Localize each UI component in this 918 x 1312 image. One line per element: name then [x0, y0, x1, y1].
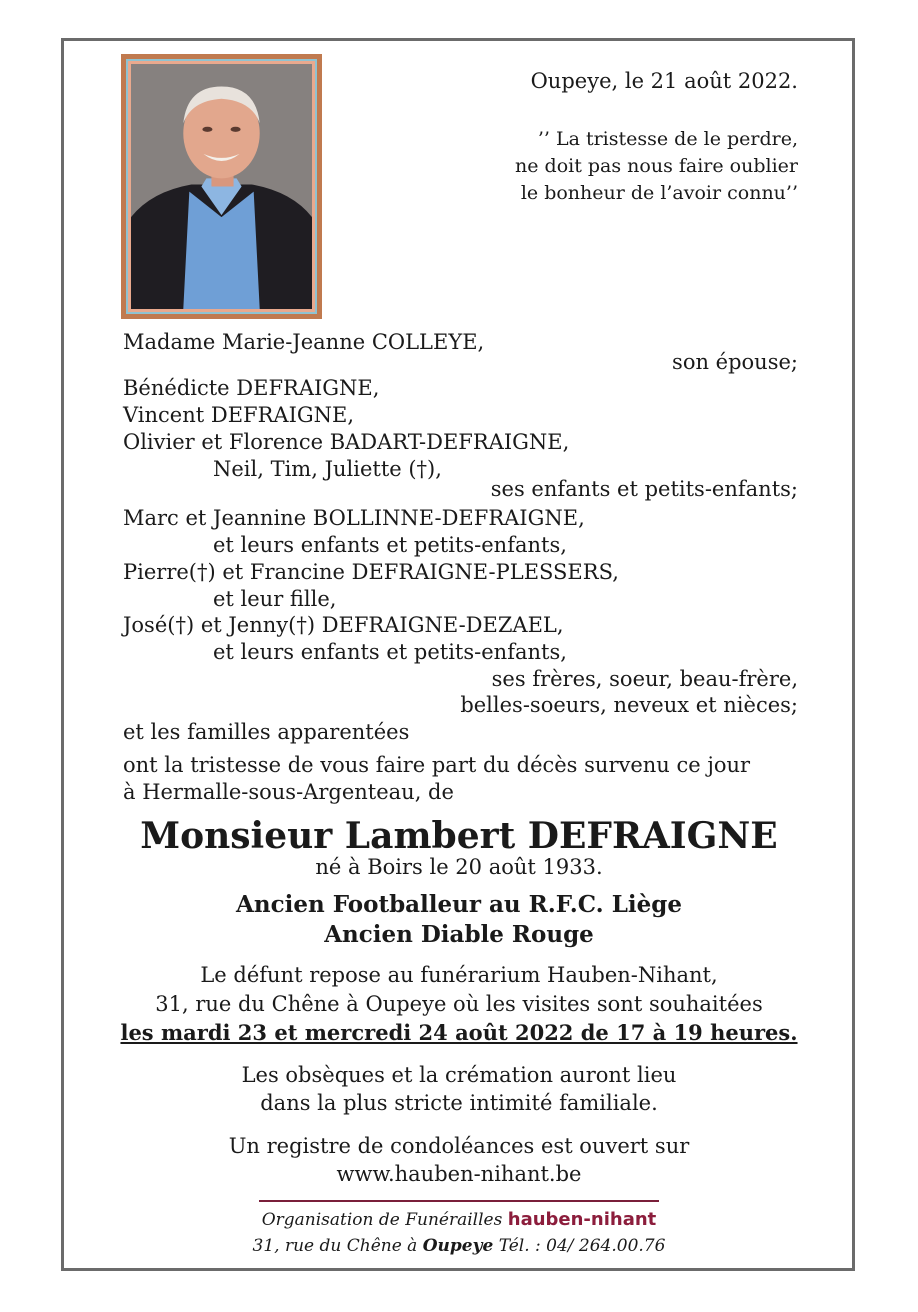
sibling-1-name: Marc et Jeannine BOLLINNE-DEFRAIGNE, [123, 506, 585, 530]
footer-address [0, 1234, 918, 1258]
siblings-role-2: belles-soeurs, neveux et nièces; [460, 693, 798, 717]
relatives: et les familles apparentées [123, 720, 410, 744]
footer-org-prefix: Organisation de Funérailles [261, 1210, 503, 1230]
visitation-dates: les mardi 23 et mercredi 24 août 2022 de 17 à 19 heures. [120, 1020, 798, 1045]
deceased-name: Monsieur Lambert DEFRAIGNE [140, 815, 778, 857]
visitation-line-1: Le défunt repose au funérarium Hauben-Nihant, [200, 963, 718, 987]
sibling-1-sub: et leurs enfants et petits-enfants, [213, 533, 567, 557]
birth-info: né à Boirs le 20 août 1933. [315, 855, 603, 879]
spouse-role: son épouse; [672, 350, 798, 374]
sibling-2-name: Pierre(†) et Francine DEFRAIGNE-PLESSERS, [123, 560, 619, 584]
portrait-image [131, 64, 312, 309]
child-1: Bénédicte DEFRAIGNE, [123, 376, 380, 400]
condolences-url[interactable]: www.hauben-nihant.be [336, 1162, 582, 1186]
quote-line-2: ne doit pas nous faire oublier [515, 155, 798, 177]
sibling-3-name: José(†) et Jenny(†) DEFRAIGNE-DEZAEL, [123, 613, 564, 637]
title-1: Ancien Footballeur au R.F.C. Liège [236, 891, 682, 918]
visitation-line-2: 31, rue du Chêne à Oupeye où les visites sont souhaitées [155, 992, 763, 1016]
announcement-line-1: ont la tristesse de vous faire part du décès survenu ce jour [123, 753, 751, 777]
footer-org [0, 1208, 918, 1232]
portrait-photo [131, 64, 312, 309]
sibling-2-sub: et leur fille, [213, 587, 337, 611]
title-2: Ancien Diable Rouge [324, 921, 594, 948]
footer-phone: Tél. : 04/ 264.00.76 [498, 1236, 666, 1256]
child-3: Olivier et Florence BADART-DEFRAIGNE, [123, 430, 570, 454]
footer-city: Oupeye [422, 1236, 494, 1256]
sibling-3-sub: et leurs enfants et petits-enfants, [213, 640, 567, 664]
child-2: Vincent DEFRAIGNE, [123, 403, 355, 427]
condolences-line: Un registre de condoléances est ouvert sur [228, 1134, 690, 1158]
brand-logo: hauben-nihant [507, 1209, 657, 1230]
footer-divider [259, 1200, 659, 1202]
quote-line-1: ’’ La tristesse de le perdre, [537, 128, 798, 150]
announcement-line-2: à Hermalle-sous-Argenteau, de [123, 780, 454, 804]
children-role: ses enfants et petits-enfants; [490, 477, 798, 501]
portrait-photo-frame [121, 54, 322, 319]
grandchildren: Neil, Tim, Juliette (†), [213, 457, 442, 481]
footer-address-prefix: 31, rue du Chêne à [252, 1236, 418, 1256]
siblings-role-1: ses frères, soeur, beau-frère, [491, 667, 798, 691]
quote-line-3: le bonheur de l’avoir connu’’ [520, 182, 798, 204]
funeral-line-1: Les obsèques et la crémation auront lieu [241, 1063, 677, 1087]
funeral-line-2: dans la plus stricte intimité familiale. [260, 1091, 658, 1115]
place-date: Oupeye, le 21 août 2022. [530, 69, 798, 93]
spouse-name: Madame Marie-Jeanne COLLEYE, [123, 330, 485, 354]
